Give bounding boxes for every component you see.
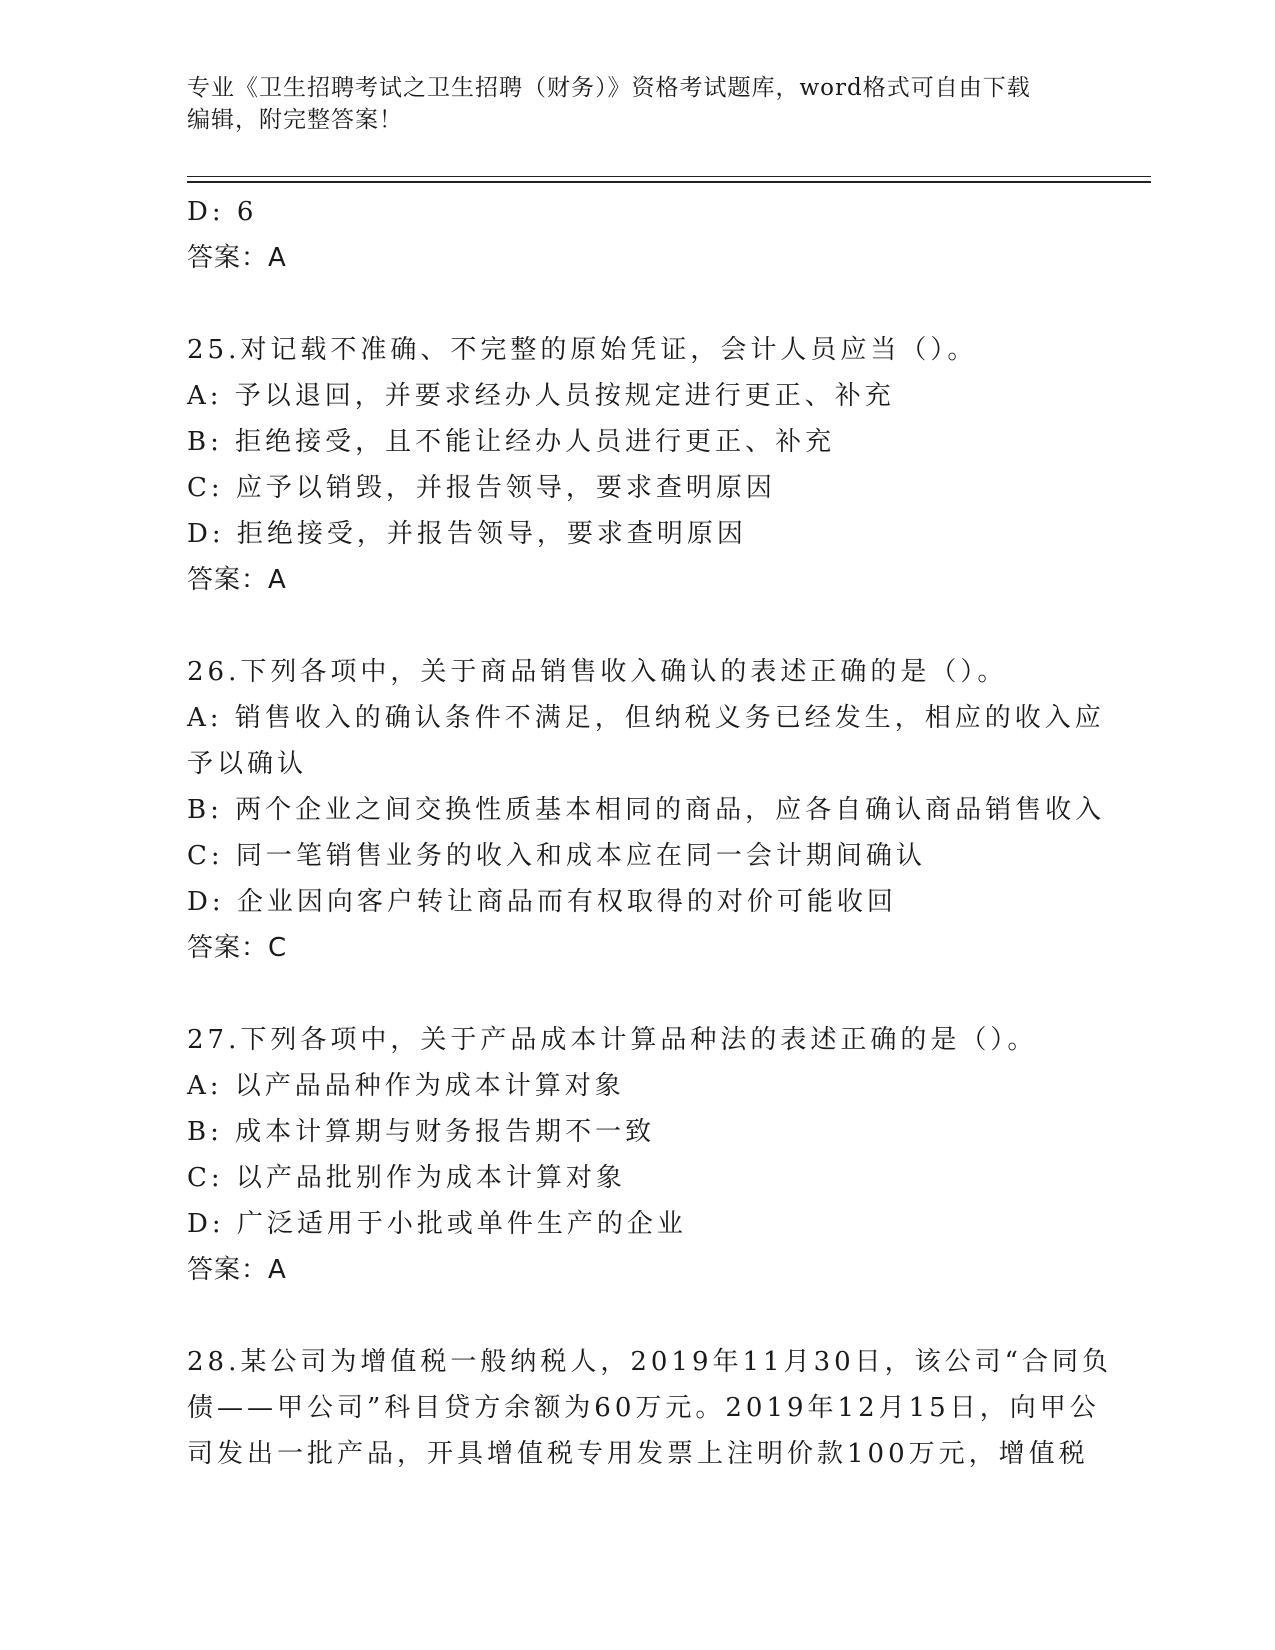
question-text-line-2: 债——甲公司”科目贷方余额为60万元。2019年12月15日，向甲公 [187,1393,1100,1423]
question-26 [187,649,1106,971]
option-c: C: 以产品批别作为成本计算对象 [187,1163,626,1193]
prev-option-d: D: 6 [187,197,258,227]
question-text-line-3: 司发出一批产品，开具增值税专用发票上注明价款100万元，增值税 [187,1439,1089,1469]
question-25 [187,327,1087,603]
option-c: C: 同一笔销售业务的收入和成本应在同一会计期间确认 [187,841,926,871]
option-a: A: 予以退回，并要求经办人员按规定进行更正、补充 [187,381,895,411]
answer: 答案：A [187,565,287,595]
spacer [187,603,1087,649]
option-b: B: 成本计算期与财务报告期不一致 [187,1117,656,1147]
answer: 答案：C [187,933,288,963]
document-header [187,72,1067,136]
option-d: D: 广泛适用于小批或单件生产的企业 [187,1209,687,1239]
spacer [187,281,1087,327]
option-d: D: 企业因向客户转让商品而有权取得的对价可能收回 [187,887,897,917]
header-line-2: 编辑，附完整答案！ [187,107,403,133]
option-a: A: 销售收入的确认条件不满足，但纳税义务已经发生，相应的收入应 [187,703,1105,733]
question-text-line-1: 28.某公司为增值税一般纳税人，2019年11月30日，该公司“合同负 [187,1347,1112,1377]
header-divider-thin [187,176,1151,177]
question-27 [187,1017,1087,1293]
option-a-continued: 予以确认 [187,749,308,779]
prev-answer: 答案：A [187,243,287,273]
option-c: C: 应予以销毁，并报告领导，要求查明原因 [187,473,776,503]
header-line-1: 专业《卫生招聘考试之卫生招聘（财务）》资格考试题库，word格式可自由下载 [187,75,1031,101]
answer: 答案：A [187,1255,287,1285]
question-text: 27.下列各项中，关于产品成本计算品种法的表述正确的是（）。 [187,1025,1038,1055]
option-d: D: 拒绝接受，并报告领导，要求查明原因 [187,519,747,549]
option-b: B: 两个企业之间交换性质基本相同的商品，应各自确认商品销售收入 [187,795,1106,825]
spacer [187,971,1087,1017]
question-28 [187,1339,1112,1477]
question-content [187,189,1112,1477]
header-divider-thick [187,181,1151,183]
question-text: 26.下列各项中，关于商品销售收入确认的表述正确的是（）。 [187,657,1008,687]
spacer [187,1293,1087,1339]
option-a: A: 以产品品种作为成本计算对象 [187,1071,625,1101]
question-text: 25.对记载不准确、不完整的原始凭证，会计人员应当（）。 [187,335,978,365]
option-b: B: 拒绝接受，且不能让经办人员进行更正、补充 [187,427,836,457]
